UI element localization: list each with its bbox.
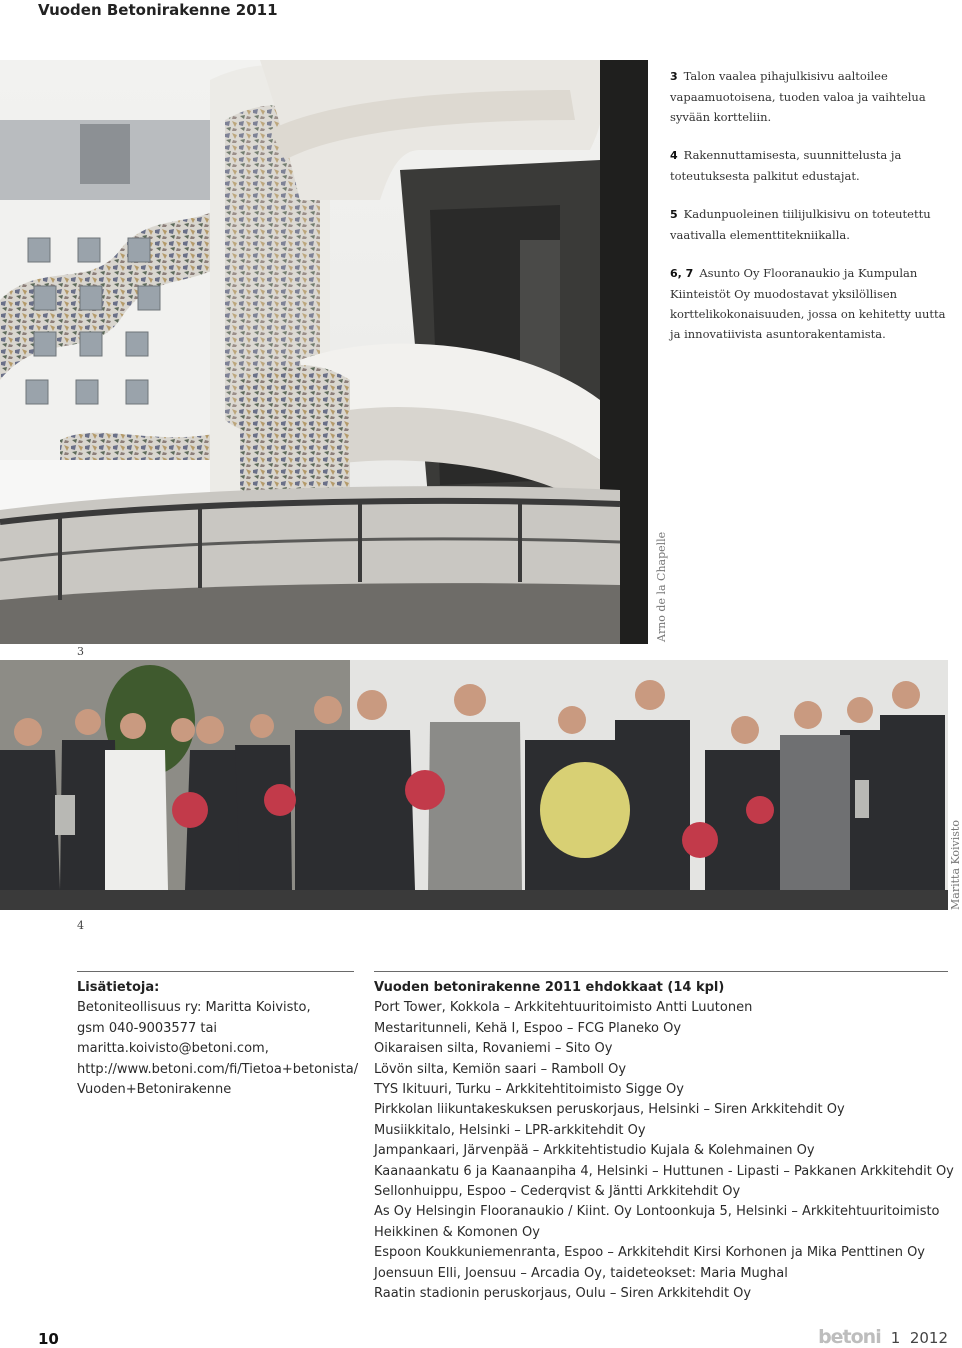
info-line: gsm 040-9003577 tai <box>77 1020 218 1036</box>
list-item: Port Tower, Kokkola – Arkkitehtuuritoimisto Antti Luutonen <box>374 1000 753 1016</box>
footer-branding <box>818 1326 948 1348</box>
figure-4-number: 4 <box>77 919 84 932</box>
info-line: Vuoden+Betonirakenne <box>77 1082 232 1098</box>
photo-captions <box>670 66 952 362</box>
list-item: Mestaritunneli, Kehä I, Espoo – FCG Planeko Oy <box>374 1020 682 1036</box>
info-title: Lisätietoja: <box>77 980 160 995</box>
caption-4: 4 Rakennuttamisesta, suunnittelusta ja toteutuksesta palkitut edustajat. <box>670 148 902 183</box>
list-item: Oikaraisen silta, Rovaniemi – Sito Oy <box>374 1041 613 1057</box>
list-item: Raatin stadionin peruskorjaus, Oulu – Siren Arkkitehdit Oy <box>374 1286 752 1302</box>
photo-4-credit: Maritta Koivisto <box>949 820 962 910</box>
candidates-title: Vuoden betonirakenne 2011 ehdokkaat (14 kpl) <box>374 980 725 995</box>
info-block <box>77 978 357 1100</box>
list-item: As Oy Helsingin Flooranaukio / Kiint. Oy Lontoonkuja 5, Helsinki – Arkkitehtuuritoimisto Heikkinen & Komonen Oy <box>374 1204 940 1240</box>
betoni-logo: betoni <box>818 1326 881 1348</box>
figure-3-number: 3 <box>77 645 84 658</box>
page-number: 10 <box>38 1330 59 1348</box>
list-item: Espoon Koukkuniemenranta, Espoo – Arkkitehdit Kirsi Korhonen ja Mika Penttinen Oy <box>374 1245 925 1261</box>
list-item: Joensuun Elli, Joensuu – Arcadia Oy, taideteokset: Maria Mughal <box>374 1265 788 1281</box>
page-header-title: Vuoden Betonirakenne 2011 <box>38 1 278 19</box>
list-item: Lövön silta, Kemiön saari – Ramboll Oy <box>374 1061 627 1077</box>
candidates-list <box>374 978 954 1305</box>
issue-number: 1 2012 <box>890 1329 948 1347</box>
list-item: Pirkkolan liikuntakeskuksen peruskorjaus, Helsinki – Siren Arkkitehdit Oy <box>374 1102 845 1118</box>
list-item: Jampankaari, Järvenpää – Arkkitehtistudio Kujala & Kolehmainen Oy <box>374 1143 815 1159</box>
courtyard-balcony-photo <box>0 60 648 644</box>
info-line: http://www.betoni.com/fi/Tietoa+betonista/ <box>77 1061 359 1077</box>
photo-3-credit: Arno de la Chapelle <box>655 531 668 642</box>
list-item: Sellonhuippu, Espoo – Cederqvist & Jäntti Arkkitehdit Oy <box>374 1184 741 1200</box>
list-item: TYS Ikituuri, Turku – Arkkitehtitoimisto Sigge Oy <box>374 1082 684 1098</box>
caption-6-7: 6, 7 Asunto Oy Flooranaukio ja Kumpulan Kiinteistöt Oy muodostavat yksilöllisen korttelikokonaisuuden, jossa on kehitetty uutta ja innovatiivista asuntorakentamista. <box>670 266 946 341</box>
list-item: Musiikkitalo, Helsinki – LPR-arkkitehdit Oy <box>374 1122 646 1138</box>
candidates-divider <box>374 971 948 972</box>
award-recipients-group-photo <box>0 660 948 910</box>
caption-5: 5 Kadunpuoleinen tiilijulkisivu on toteutettu vaativalla elementtitekniikalla. <box>670 207 931 242</box>
info-line: Betoniteollisuus ry: Maritta Koivisto, <box>77 1000 311 1016</box>
caption-3: 3 Talon vaalea pihajulkisivu aaltoilee vapaamuotoisena, tuoden valoa ja vaihtelua syvään kortteliin. <box>670 69 926 124</box>
info-line: maritta.koivisto@betoni.com, <box>77 1041 269 1057</box>
info-divider <box>77 971 354 972</box>
list-item: Kaanaankatu 6 ja Kaanaanpiha 4, Helsinki – Huttunen - Lipasti – Pakkanen Arkkitehdit Oy <box>374 1163 954 1179</box>
